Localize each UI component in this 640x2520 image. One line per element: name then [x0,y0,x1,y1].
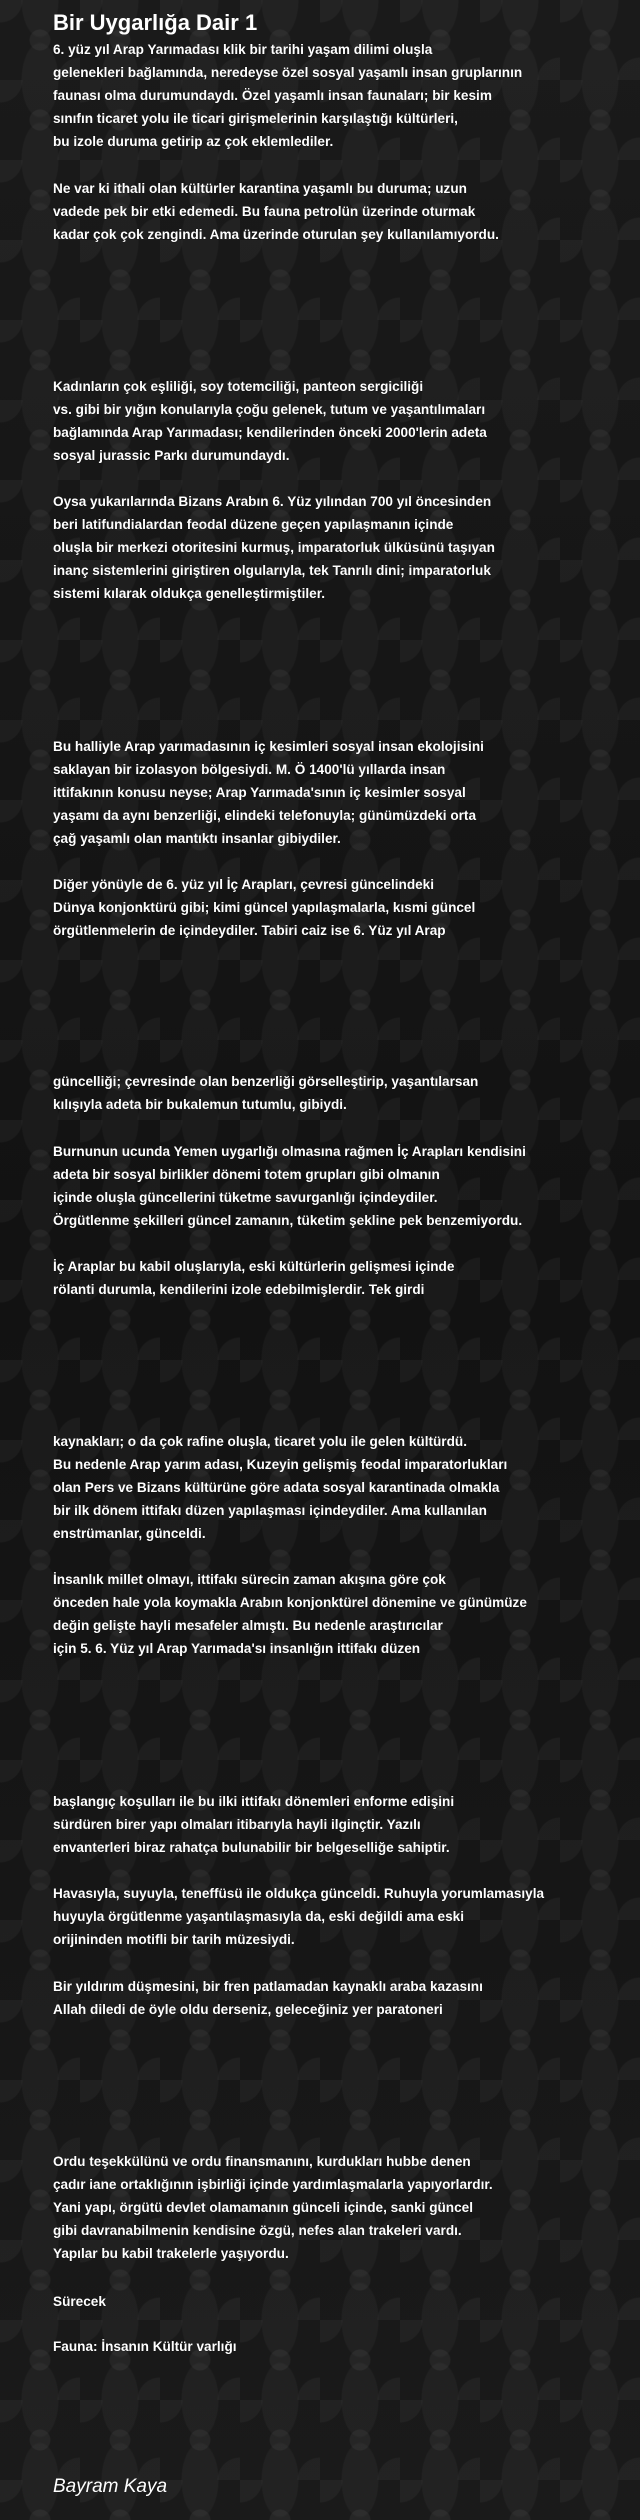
text-line: çadır iane ortaklığının işbirliği içinde yardımlaşmalarla yapıyorlardır. [53,2177,493,2192]
text-line: vadede pek bir etki edemedi. Bu fauna petrolün üzerinde oturmak [53,204,476,219]
text-line: değin gelişte hayli mesafeler almıştı. Bu nedenle araştırıcılar [53,1618,443,1633]
text-line: Ordu teşekkülünü ve ordu finansmanını, kurdukları hubbe denen [53,2154,471,2169]
text-line: örgütlenmelerin de içindeydiler. Tabiri caiz ise 6. Yüz yıl Arap [53,923,446,938]
text-line: faunası olma durumundaydı. Özel yaşamlı insan faunaları; bir kesim [53,88,492,103]
text-line: Havasıyla, suyuyla, teneffüsü ile oldukça günceldi. Ruhuyla yorumlamasıyla [53,1886,545,1901]
text-line: Burnunun ucunda Yemen uygarlığı olmasına rağmen İç Arapları kendisini [53,1144,526,1159]
text-line: Ne var ki ithali olan kültürler karantina yaşamlı bu duruma; uzun [53,181,467,196]
text-line: bağlamında Arap Yarımadası; kendilerinden önceki 2000'lerin adeta [53,425,487,440]
text-line: gibi davranabilmenin kendisine özgü, nefes alan trakeleri vardı. [53,2223,462,2238]
text-line: Kadınların çok eşliliği, soy totemciliği, panteon sergiciliği [53,379,424,394]
text-line: olan Pers ve Bizans kültürüne göre adata sosyal karantinada olmakla [53,1480,500,1495]
text-line: rölanti durumla, kendilerini izole edebilmişlerdir. Tek girdi [53,1282,425,1297]
text-line: gelenekleri bağlamında, neredeyse özel sosyal yaşamlı insan gruplarının [53,65,523,80]
text-line: bir ilk dönem ittifakı düzen yapılaşması içindeydiler. Ama kullanılan [53,1503,487,1518]
text-line: Yani yapı, örgütü devlet olamamanın günceli içinde, sanki güncel [53,2200,473,2215]
text-line: vs. gibi bir yığın konularıyla çoğu gelenek, tutum ve yaşantılımaları [53,402,486,417]
text-line: 6. yüz yıl Arap Yarımadası klik bir tarihi yaşam dilimi oluşla [53,42,433,57]
text-line: Dünya konjonktürü gibi; kimi güncel yapılaşmalarla, kısmi güncel [53,900,476,915]
text-line: Bu nedenle Arap yarım adası, Kuzeyin gelişmiş feodal imparatorlukları [53,1457,508,1472]
text-line: envanterleri biraz rahatça bulunabilir bir belgeselliğe sahiptir. [53,1840,450,1855]
text-line: sistemi kılarak oldukça genelleştirmiştiler. [53,586,326,601]
text-line: başlangıç koşulları ile bu ilki ittifakı dönemleri enforme edişini [53,1794,455,1809]
text-line: Diğer yönüyle de 6. yüz yıl İç Arapları, çevresi güncelindeki [53,877,435,892]
text-line: Örgütlenme şekilleri güncel zamanın, tüketim şekline pek benzemiyordu. [53,1213,523,1228]
continued-note: Sürecek [53,2294,106,2309]
author-signature: Bayram Kaya [53,2476,168,2497]
poem-title: Bir Uygarlığa Dair 1 [53,10,258,35]
text-line: güncelliği; çevresinde olan benzerliği görselleştirip, yaşantılarsan [53,1074,479,1089]
text-line: beri latifundialardan feodal düzene geçen yapılaşmanın içinde [53,517,454,532]
text-line: bu izole duruma getirip az çok eklemlediler. [53,134,334,149]
text-line: çağ yaşamlı olan mantıktı insanlar gibiydiler. [53,831,341,846]
text-line: yaşamı da aynı benzerliği, elindeki telefonuyla; günümüzdeki orta [53,808,477,823]
text-line: Allah diledi de öyle oldu derseniz, geleceğiniz yer paratoneri [53,2002,443,2017]
text-line: önceden hale yola koymakla Arabın konjonktürel dönemine ve günümüze [53,1595,527,1610]
text-line: İç Araplar bu kabil oluşlarıyla, eski kültürlerin gelişmesi içinde [53,1259,455,1274]
text-line: Yapılar bu kabil trakelerle yaşıyordu. [53,2246,289,2261]
text-line: kaynakları; o da çok rafine oluşla, ticaret yolu ile gelen kültürdü. [53,1434,467,1449]
text-line: saklayan bir izolasyon bölgesiydi. M. Ö 1400'lü yıllarda insan [53,762,446,777]
text-line: inanç sistemlerini giriştiren olgularıyla, tek Tanrılı dini; imparatorluk [53,563,491,578]
text-line: İnsanlık millet olmayı, ittifakı sürecin zaman akışına göre çok [53,1572,446,1587]
text-line: Oysa yukarılarında Bizans Arabın 6. Yüz yılından 700 yıl öncesinden [53,494,492,509]
text-line: sınıfın ticaret yolu ile ticari girişmelerinin karşılaştığı kültürleri, [53,111,458,126]
text-line: ittifakının konusu neyse; Arap Yarımada'sının iç kesimler sosyal [53,785,466,800]
text-line: oluşla bir merkezi otoritesini kurmuş, imparatorluk ülküsünü taşıyan [53,540,495,555]
text-line: orijininden motifli bir tarih müzesiydi. [53,1932,295,1947]
text-line: kadar çok çok zengindi. Ama üzerinde oturulan şey kullanılamıyordu. [53,227,499,242]
text-line: sürdüren birer yapı olmaları itibarıyla hayli ilginçtir. Yazılı [53,1817,421,1832]
text-line: kılışıyla adeta bir bukalemun tutumlu, gibiydi. [53,1097,347,1112]
text-line: huyuyla örgütlenme yaşantılaşmasıyla da, eski değildi ama eski [53,1909,465,1924]
text-line: içinde oluşla güncellerini tüketme savurganlığı içindeydiler. [53,1190,438,1205]
text-line: Bir yıldırım düşmesini, bir fren patlamadan kaynaklı araba kazasını [53,1979,483,1994]
text-line: adeta bir sosyal birlikler dönemi totem grupları gibi olmanın [53,1167,440,1182]
text-line: enstrümanlar, günceldi. [53,1526,206,1541]
fauna-note: Fauna: İnsanın Kültür varlığı [53,2339,237,2354]
text-line: Bu halliyle Arap yarımadasının iç kesimleri sosyal insan ekolojisini [53,739,484,754]
text-line: için 5. 6. Yüz yıl Arap Yarımada'sı insanlığın ittifakı düzen [53,1641,421,1656]
text-line: sosyal jurassic Parkı durumundaydı. [53,448,290,463]
